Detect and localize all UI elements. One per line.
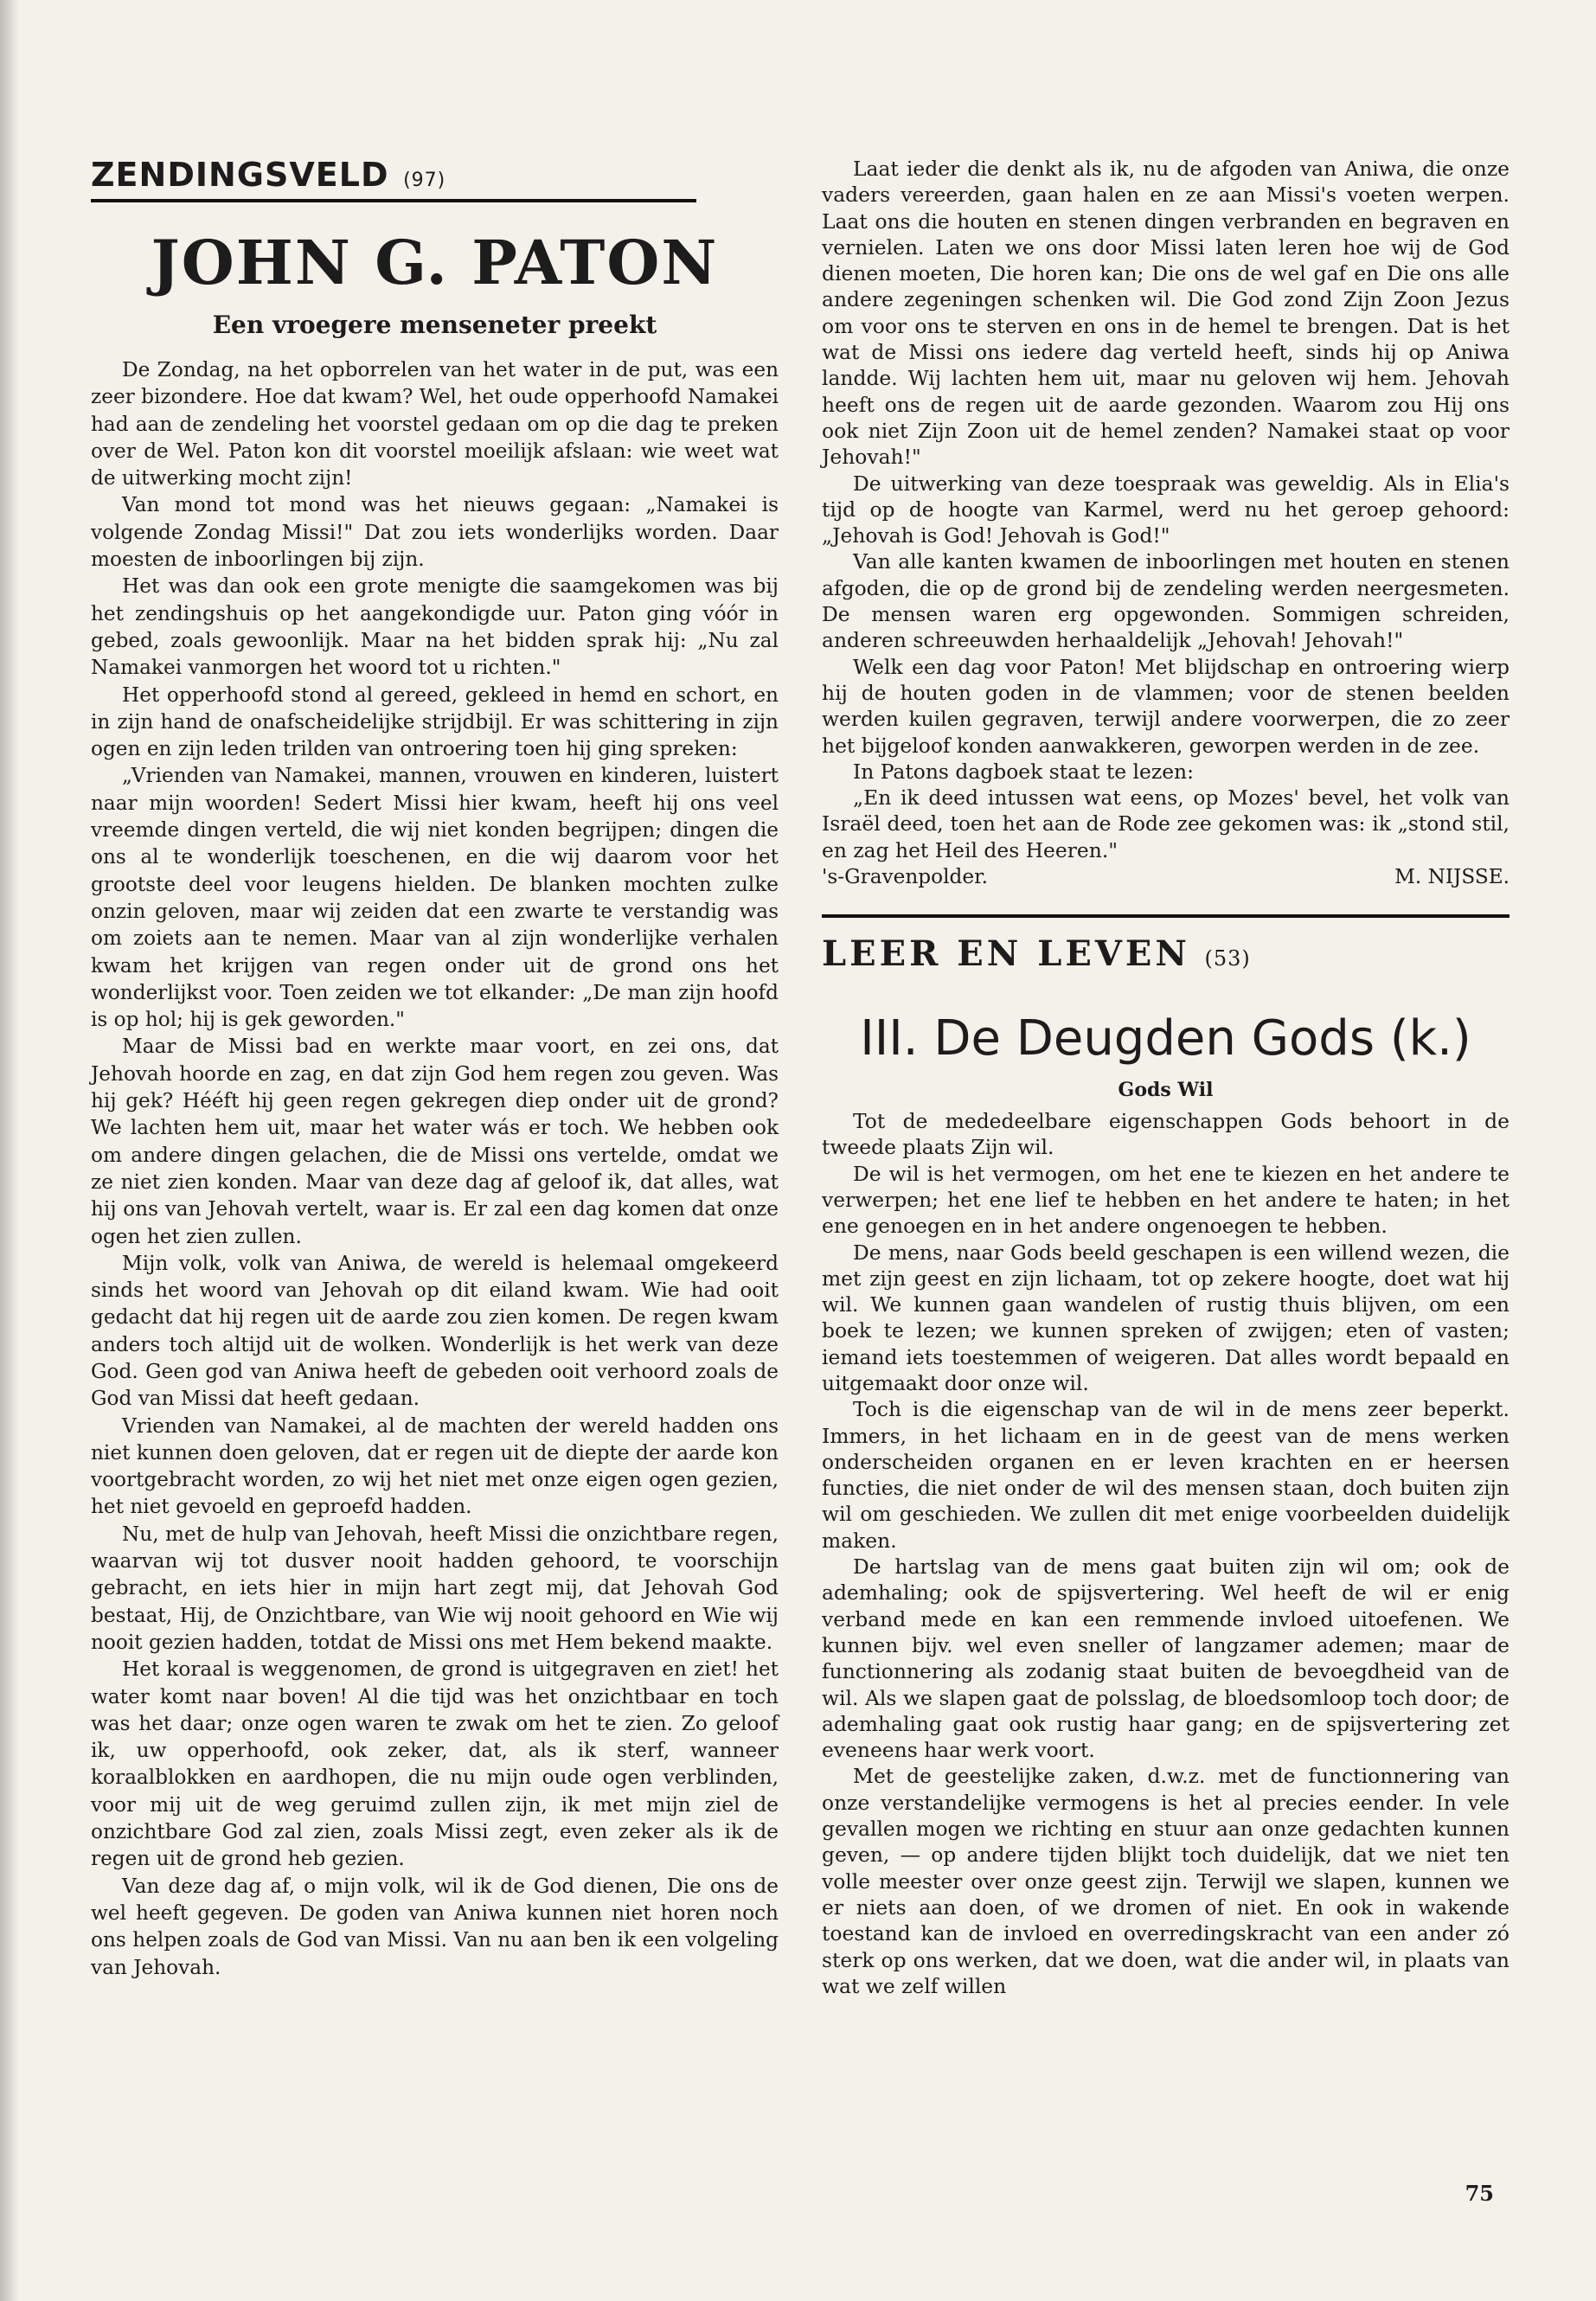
- section-number: (97): [403, 170, 446, 191]
- page-number: 75: [1465, 2181, 1494, 2206]
- paragraph: De wil is het vermogen, om het ene te kiezen en het andere te verwerpen; het ene lief te hebben en het andere te haten; in het ene genoegen en in het andere ongenoegen te hebben.: [822, 1161, 1509, 1239]
- paragraph: Het opperhoofd stond al gereed, gekleed in hemd en schort, en in zijn hand de onafscheidelijke strijdbijl. Er was schittering in zijn ogen en zijn leden trilden van ontroering toen hij ging spreken:: [91, 683, 779, 761]
- section-header-zendingsveld: [91, 156, 696, 202]
- paragraph: Nu, met de hulp van Jehovah, heeft Missi die onzichtbare regen, waarvan wij tot dusver nooit hadden gehoord, te voorschijn gebracht, en iets hier in mijn hart zegt mij, dat Jehovah God bestaat, Hij, de Onzichtbare, van Wie wij nooit gehoord en Wie wij nooit gezien hadden, totdat de Missi ons met Hem bekend maakte.: [91, 1522, 779, 1654]
- paragraph: De uitwerking van deze toespraak was geweldig. Als in Elia's tijd op de hoogte van Karmel, werd nu het geroep gehoord: „Jehovah is God! Jehovah is God!": [822, 471, 1509, 548]
- paragraph: In Patons dagboek staat te lezen:: [853, 759, 1194, 784]
- article-subtitle: Gods Wil: [1118, 1079, 1214, 1102]
- signoff-author: M. NIJSSE.: [1394, 865, 1509, 889]
- signoff-place: 's-Gravenpolder.: [822, 865, 988, 889]
- paragraph: Het koraal is weggenomen, de grond is uitgegraven en ziet! het water komt naar boven! Al die tijd was het onzichtbaar en toch was het daar; onze ogen waren te zwak om het te zien. Zo geloof ik, uw opperhoofd, ook zeker, dat, als ik sterf, wanneer koraalblokken en aardhopen, die nu mijn oude ogen verblinden, voor mij uit de weg geruimd zullen zijn, ik met mijn ziel de onzichtbare God zal zien, zoals Missi zegt, even zeker als ik de regen uit de grond heb gezien.: [91, 1657, 779, 1871]
- paragraph: Met de geestelijke zaken, d.w.z. met de functionnering van onze verstandelijke vermogens is het al precies eender. In vele gevallen mogen we richting en stuur aan onze gedachten kunnen geven, — op andere tijden blijkt toch duidelijk, dat we niet ten volle meester over onze geest zijn. Terwijl we slapen, kunnen we er niets aan doen, of we dromen of niet. En ook in wakende toestand kan de invloed en overredingskracht van een ander zó sterk op ons werken, dat we doen, wat die ander wil, in plaats van wat we zelf willen: [822, 1764, 1509, 1998]
- article-title: JOHN G. PATON: [151, 227, 719, 298]
- paragraph: „En ik deed intussen wat eens, op Mozes' bevel, het volk van Israël deed, toen het aan de Rode zee gekomen was: ik „stond stil, en zag het Heil des Heeren.": [822, 785, 1509, 862]
- section-number: (53): [1204, 946, 1251, 971]
- paragraph: De hartslag van de mens gaat buiten zijn wil om; ook de ademhaling; ook de spijsvertering. Wel heeft de wil er enig verband mede en kan een remmende invloed uitoefenen. We kunnen bijv. wel even sneller of langzamer ademen; maar de functionnering als zodanig staat buiten de bevoegdheid van de wil. Als we slapen gaat de polsslag, de bloedsomloop toch door; de ademhaling gaat ook rustig haar gang; en de spijsvertering zet eveneens haar werk voort.: [822, 1554, 1509, 1763]
- paragraph: „Vrienden van Namakei, mannen, vrouwen en kinderen, luistert naar mijn woorden! Sedert Missi hier kwam, heeft hij ons veel vreemde dingen verteld, die wij niet konden begrijpen; dingen die ons al te wonderlijk toeschenen, en die wij daarom voor het grootste deel voor leugens hielden. De blanken mochten zulke onzin geloven, maar wij zeiden dat een zwarte te verstandig was om zoiets aan te nemen. Maar van al zijn wonderlijke verhalen kwam het krijgen van regen onder uit de grond ons het wonderlijkst voor. Toen zeiden we tot elkander: „De man zijn hoofd is op hol; hij is gek geworden.": [91, 764, 779, 1032]
- paragraph: De Zondag, na het opborrelen van het water in de put, was een zeer bizondere. Hoe dat kwam? Wel, het oude opperhoofd Namakei had aan de zendeling het voorstel gedaan om op die dag te preken over de Wel. Paton kon dit voorstel moeilijk afslaan: wie weet wat de uitwerking mocht zijn!: [91, 358, 779, 490]
- right-column: [822, 156, 1509, 1999]
- paragraph: De mens, naar Gods beeld geschapen is een willend wezen, die met zijn geest en zijn lichaam, tot op zekere hoogte, doet wat hij wil. We kunnen gaan wandelen of rustig thuis blijven, om een boek te lezen; we kunnen spreken of zwijgen; eten of vasten; iemand iets toestemmen of weigeren. Dat alles wordt bepaald en uitgemaakt door onze wil.: [822, 1240, 1509, 1395]
- paragraph: Tot de mededeelbare eigenschappen Gods behoort in de tweede plaats Zijn wil.: [822, 1109, 1509, 1160]
- paragraph: Van deze dag af, o mijn volk, wil ik de God dienen, Die ons de wel heeft gegeven. De goden van Aniwa kunnen niet horen noch ons helpen zoals de God van Missi. Van nu aan ben ik een volgeling van Jehovah.: [91, 1874, 779, 1979]
- paragraph: Vrienden van Namakei, al de machten der wereld hadden ons niet kunnen doen geloven, dat er regen uit de diepte der aarde kon voortgebracht worden, zo wij het niet met onze eigen ogen gezien, het niet gevoeld en geproefd hadden.: [91, 1413, 779, 1519]
- paragraph: Het was dan ook een grote menigte die saamgekomen was bij het zendingshuis op het aangekondigde uur. Paton ging vóór in gebed, zoals gewoonlijk. Maar na het bidden sprak hij: „Nu zal Namakei vanmorgen het woord tot u richten.": [91, 574, 779, 680]
- paragraph: Toch is die eigenschap van de wil in de mens zeer beperkt. Immers, in het lichaam en in de geest van de mens werken onderscheiden organen en er leven krachten en er heersen functies, die niet onder de wil des mensen staan, doch buiten zijn wil om geschieden. We zullen dit met enige voorbeelden duidelijk maken.: [822, 1397, 1509, 1553]
- paragraph: Laat ieder die denkt als ik, nu de afgoden van Aniwa, die onze vaders vereerden, gaan halen en ze aan Missi's voeten werpen. Laat ons die houten en stenen dingen verbranden en begraven en vernielen. Laten we ons door Missi laten leren hoe wij de God dienen moeten, Die horen kan; Die ons de wel gaf en Die ons alle andere zegeningen schenken wil. Die God zond Zijn Zoon Jezus om voor ons te sterven en ons in de hemel te brengen. Dat is het wat de Missi ons iedere dag verteld heeft, sinds hij op Aniwa landde. Wij lachten hem uit, maar nu geloven wij hem. Jehovah heeft ons de regen uit de aarde gezonden. Waarom zou Hij ons ook niet Zijn Zoon uit de hemel zenden? Namakei staat op voor Jehovah!": [822, 157, 1509, 470]
- paragraph: Welk een dag voor Paton! Met blijdschap en ontroering wierp hij de houten goden in de vlammen; voor de stenen beelden werden kuilen gegraven, terwijl andere voorwerpen, die zo zeer het bijgeloof konden aanwakkeren, geworpen werden in de zee.: [822, 654, 1509, 758]
- paragraph: Van alle kanten kwamen de inboorlingen met houten en stenen afgoden, die op de grond bij de zendeling werden neergesmeten. De mensen waren erg opgewonden. Sommigen schreiden, anderen schreeuwden herhaaldelijk „Jehovah! Jehovah!": [822, 549, 1509, 653]
- left-column: [91, 156, 779, 1981]
- signoff: [822, 863, 1509, 890]
- paragraph: Mijn volk, volk van Aniwa, de wereld is helemaal omgekeerd sinds het woord van Jehovah op dit eiland kwam. Wie had ooit gedacht dat hij regen uit de aarde zou zien komen. De regen kwam anders toch altijd uit de wolken. Wonderlijk is het werk van deze God. Geen god van Aniwa heeft de gebeden ooit verhoord zoals de God van Missi dat heeft gedaan.: [91, 1251, 779, 1411]
- article-title: III. De Deugden Gods (k.): [860, 1010, 1471, 1067]
- paragraph: Maar de Missi bad en werkte maar voort, en zei ons, dat Jehovah hoorde en zag, en dat zijn God hem regen zou geven. Was hij gek? Hééft hij geen regen gekregen diep onder uit de grond? We lachten hem uit, maar het water wás er toch. We hebben ook om andere dingen gelachen, die de Missi ons vertelde, omdat we ze niet zien konden. Maar van deze dag af geloof ik, dat alles, wat hij ons van Jehovah vertelt, waar is. Er zal een dag komen dat onze ogen het zien zullen.: [91, 1035, 779, 1248]
- section-header-leer-en-leven: [822, 914, 1509, 979]
- paragraph: Van mond tot mond was het nieuws gegaan: „Namakei is volgende Zondag Missi!" Dat zou iets wonderlijks worden. Daar moesten de inboorlingen bij zijn.: [91, 493, 779, 572]
- article-subtitle: Een vroegere menseneter preekt: [212, 311, 657, 339]
- section-title: ZENDINGSVELD: [91, 156, 389, 194]
- section-title: LEER EN LEVEN: [822, 933, 1190, 975]
- scan-edge: [0, 0, 19, 2301]
